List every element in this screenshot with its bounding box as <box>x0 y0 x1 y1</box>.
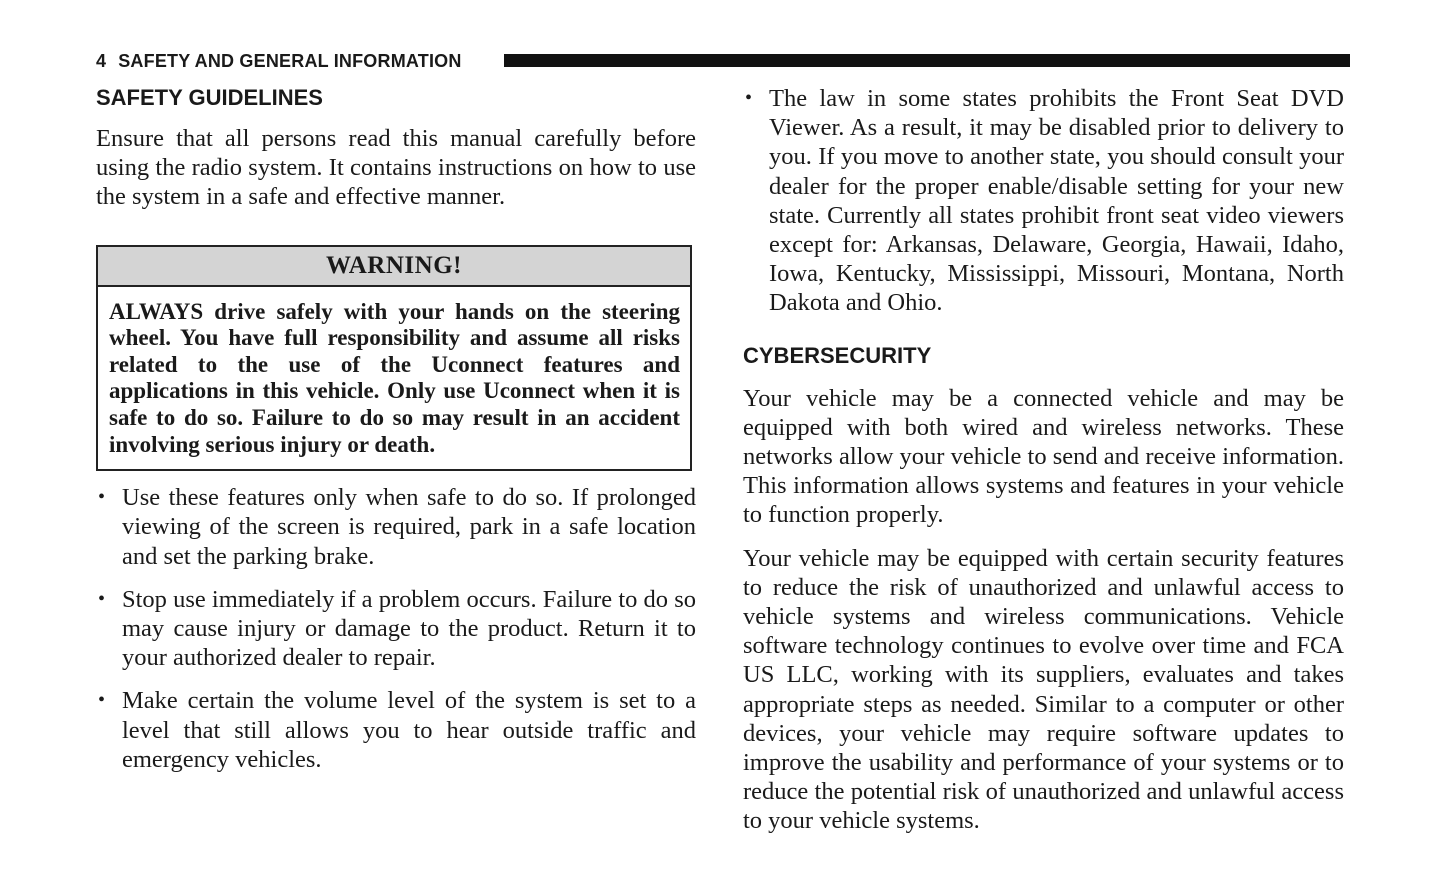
bullet-icon: • <box>98 689 106 712</box>
list-item <box>96 686 696 774</box>
bullet-icon: • <box>98 486 106 509</box>
cybersecurity-paragraph: Your vehicle may be a connected vehicle and may be equipped with both wired and wireless networks. These networks allow your vehicle to send and receive information. This information allows systems and features in your vehicle to function properly. <box>743 384 1344 529</box>
header-rule <box>504 54 1350 67</box>
safety-guidelines-heading: SAFETY GUIDELINES <box>96 85 323 110</box>
list-item <box>743 84 1344 318</box>
list-item-text: The law in some states prohibits the Front Seat DVD Viewer. As a result, it may be disabled prior to delivery to you. If you move to another state, you should consult your dealer for the proper enable/disable setting for your new state. Currently all states prohibit front seat video viewers except for: Arkansas, Delaware, Georgia, Hawaii, Idaho, Iowa, Kentucky, Mississippi, Missouri, Montana, North Dakota and Ohio. <box>769 85 1344 317</box>
cybersecurity-heading: CYBERSECURITY <box>743 342 932 368</box>
page-number: 4 <box>96 51 107 71</box>
warning-box <box>96 245 692 472</box>
cybersecurity-paragraph: Your vehicle may be equipped with certain security features to reduce the risk of unauthorized and unlawful access to vehicle systems and wireless communications. Vehicle software technology continues to evolve over time and FCA US LLC, working with its suppliers, evaluates and takes appropriate steps as needed. Similar to a computer or other devices, your vehicle may require software updates to improve the usability and performance of your systems or to reduce the potential risk of unauthorized and unlawful access to your vehicle systems. <box>743 544 1344 835</box>
header-text <box>96 50 462 72</box>
warning-title: WARNING! <box>98 247 690 287</box>
bullet-icon: • <box>98 587 106 610</box>
safety-bullet-list <box>96 483 696 774</box>
list-item <box>96 585 696 673</box>
page-header <box>96 50 1350 72</box>
list-item-text: Use these features only when safe to do so. If prolonged viewing of the screen is required, park in a safe location and set the parking brake. <box>122 484 696 570</box>
bullet-icon: • <box>745 87 753 109</box>
list-item-text: Stop use immediately if a problem occurs. Failure to do so may cause injury or damage to the product. Return it to your authorized dealer to repair. <box>122 585 696 672</box>
list-item-text: Make certain the volume level of the system is set to a level that still allows you to hear outside traffic and emergency vehicles. <box>122 687 696 773</box>
dvd-bullet-list <box>743 84 1344 318</box>
warning-body: ALWAYS drive safely with your hands on the steering wheel. You have full responsibility and assume all risks related to the use of the Uconnect features and applications in this vehicle. Only use Uconnect when it is safe to do so. Failure to do so may result in an accident involving serious injury or death. <box>109 298 680 457</box>
intro-paragraph: Ensure that all persons read this manual carefully before using the radio system. It contains instructions on how to use the system in a safe and effective manner. <box>96 125 696 211</box>
section-title: SAFETY AND GENERAL INFORMATION <box>118 51 462 71</box>
left-column <box>96 84 696 774</box>
list-item <box>96 483 696 571</box>
right-column <box>743 84 1344 836</box>
